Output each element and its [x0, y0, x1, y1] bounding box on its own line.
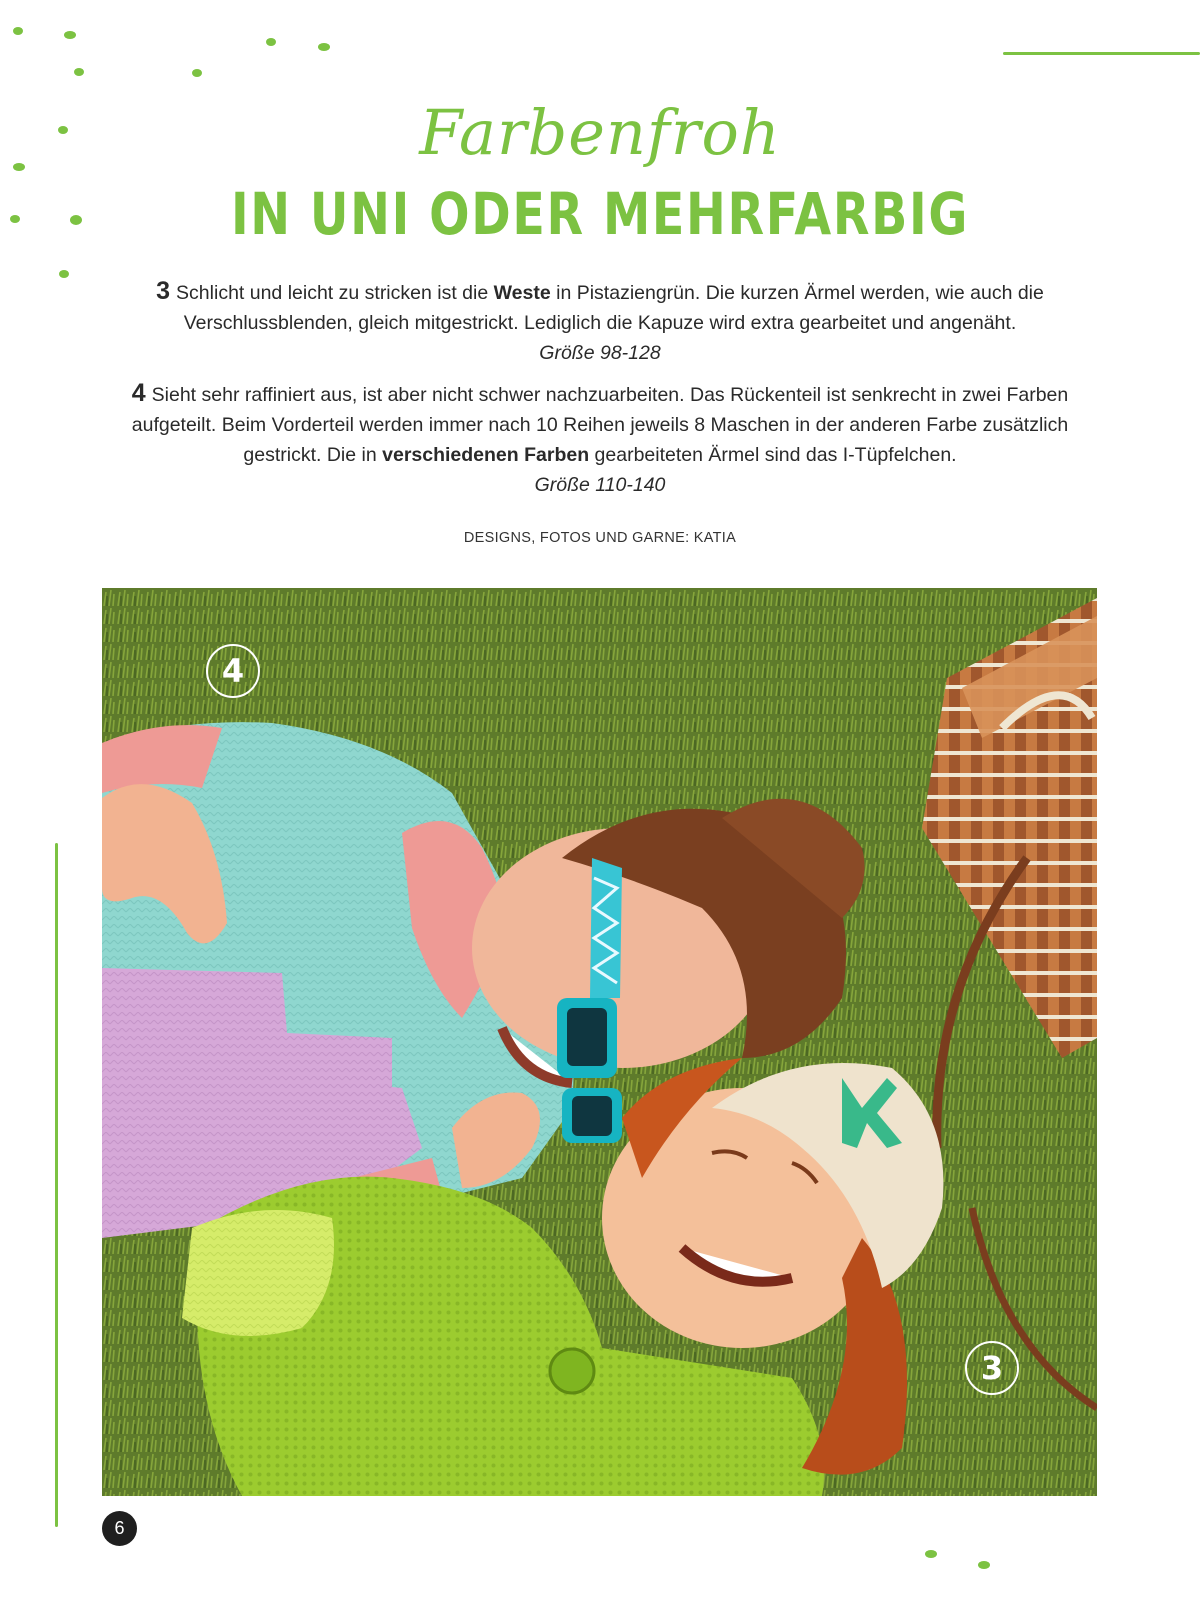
credits: DESIGNS, FOTOS UND GARNE: KATIA: [463, 530, 737, 546]
item-size: Größe 98-128: [539, 342, 661, 364]
item-highlight: verschiedenen Farben: [382, 444, 590, 466]
photo-illustration: [102, 588, 1097, 1496]
page-number: 6: [102, 1511, 137, 1546]
item-size: Größe 110-140: [534, 474, 666, 496]
main-title: IN UNI ODER MEHRFARBIG: [230, 180, 970, 248]
photo-badge-3: 3: [965, 1341, 1019, 1395]
script-title: Farbenfroh: [419, 96, 781, 169]
item-3-description: [118, 276, 1082, 368]
item-highlight: Weste: [493, 282, 551, 304]
photo-badge-4: 4: [206, 644, 260, 698]
item-text: gearbeiteten Ärmel sind das I-Tüpfelchen.: [589, 444, 957, 466]
left-accent-line: [55, 843, 58, 1527]
photo-kids-in-grass: [102, 588, 1097, 1496]
item-number: 3: [156, 277, 171, 305]
item-text: Schlicht und leicht zu stricken ist die: [176, 282, 494, 304]
item-text: Sieht sehr raffiniert aus, ist aber nicht schwer nachzuarbeiten. Das Rückenteil ist senkrecht in zwei Farben aufgeteilt. Beim Vorderteil werden immer nach 10 Reihen jeweils 8 Maschen in der anderen Farbe zusätzlich gestrickt. Die in: [131, 384, 1069, 466]
item-text: in Pistaziengrün. Die kurzen Ärmel werden, wie auch die Verschlussblenden, gleich mitgestrickt. Lediglich die Kapuze wird extra gearbeitet und angenäht.: [183, 282, 1044, 334]
top-accent-line: [1003, 52, 1200, 55]
item-4-description: [118, 378, 1082, 500]
item-number: 4: [131, 379, 146, 407]
